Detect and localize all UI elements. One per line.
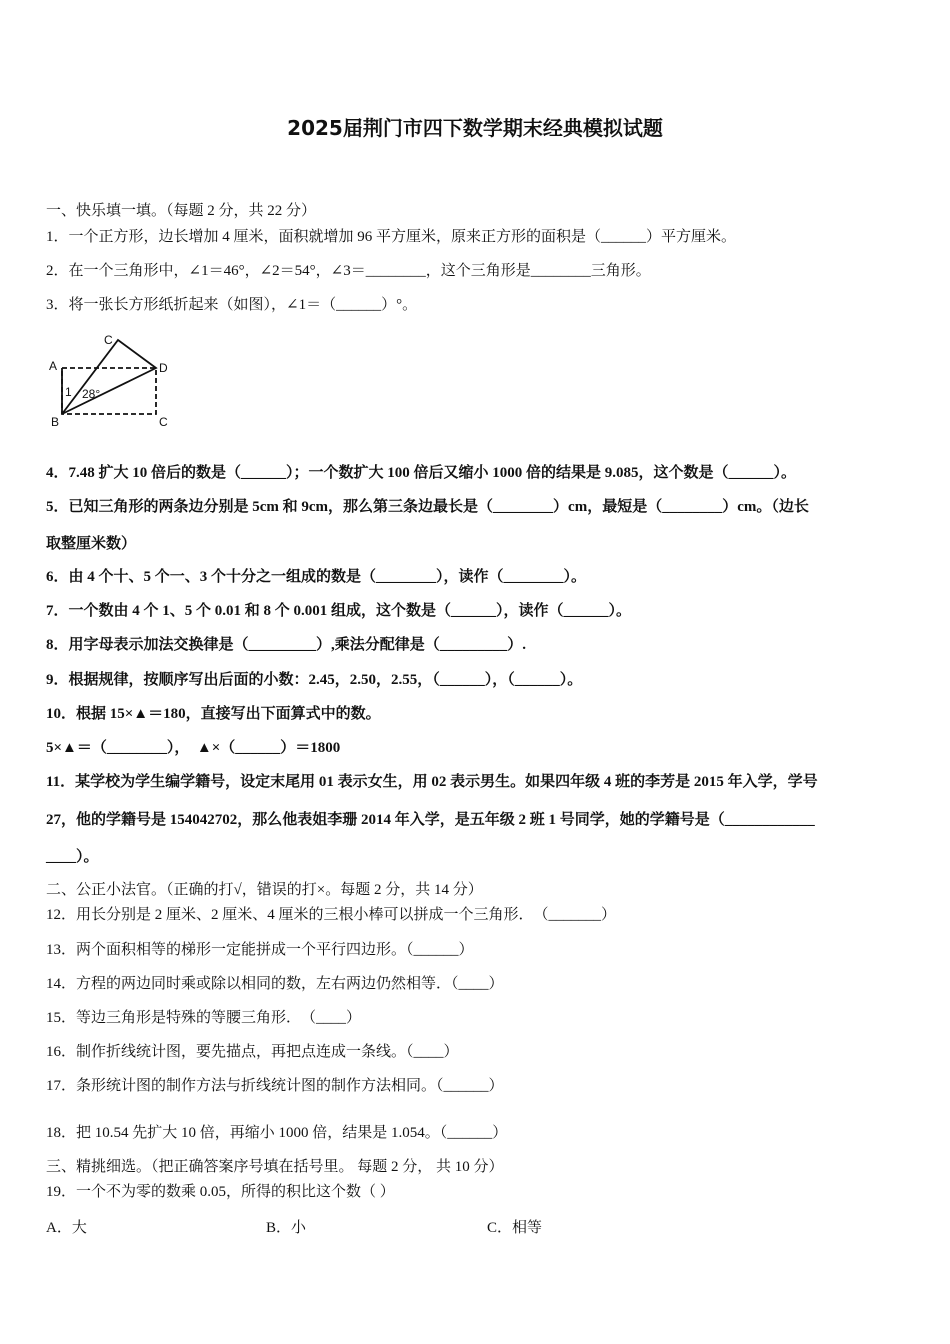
label-c-bottom: C xyxy=(159,415,168,429)
question-1: 1．一个正方形，边长增加 4 厘米，面积就增加 96 平方厘米，原来正方形的面积是（______）平方厘米。 xyxy=(46,229,737,245)
option-a: A．大 xyxy=(46,1220,87,1236)
question-4: 4．7.48 扩大 10 倍后的数是（______）；一个数扩大 100 倍后又缩小 1000 倍的结果是 9.085，这个数是（______）。 xyxy=(46,465,797,481)
question-14: 14．方程的两边同时乘或除以相同的数，左右两边仍然相等．（____） xyxy=(46,976,504,992)
label-angle-1: 1 xyxy=(65,385,72,399)
question-8: 8．用字母表示加法交换律是（_________）,乘法分配律是（_________）. xyxy=(46,637,527,653)
folded-rectangle-figure xyxy=(46,330,176,430)
page-title: 2025届荆门市四下数学期末经典模拟试题 xyxy=(287,116,663,140)
question-16: 16．制作折线统计图，要先描点，再把点连成一条线。（____） xyxy=(46,1044,459,1060)
label-angle-28: 28° xyxy=(82,387,101,401)
question-7: 7．一个数由 4 个 1、5 个 0.01 和 8 个 0.001 组成，这个数是（______），读作（______）。 xyxy=(46,603,632,619)
question-18: 18．把 10.54 先扩大 10 倍，再缩小 1000 倍，结果是 1.054。（______） xyxy=(46,1125,508,1141)
question-11-end: ____）。 xyxy=(46,849,99,865)
option-b: B．小 xyxy=(266,1220,307,1236)
section-3-header: 三、精挑细选。（把正确答案序号填在括号里。 每题 2 分， 共 10 分） xyxy=(46,1159,504,1175)
question-5: 5．已知三角形的两条边分别是 5cm 和 9cm，那么第三条边最长是（________）cm，最短是（________）cm。（边长 xyxy=(46,499,809,515)
label-a: A xyxy=(49,359,58,373)
question-15: 15．等边三角形是特殊的等腰三角形． （____） xyxy=(46,1010,362,1026)
label-d: D xyxy=(159,361,168,375)
question-19: 19．一个不为零的数乘 0.05，所得的积比这个数（ ） xyxy=(46,1184,395,1200)
label-c-top: C xyxy=(104,333,113,347)
section-2-header: 二、公正小法官。（正确的打√，错误的打×。每题 2 分，共 14 分） xyxy=(46,882,483,898)
question-13: 13．两个面积相等的梯形一定能拼成一个平行四边形。（______） xyxy=(46,942,474,958)
question-9: 9．根据规律，按顺序写出后面的小数：2.45，2.50，2.55，（______），（______）。 xyxy=(46,672,583,688)
question-6: 6．由 4 个十、5 个一、3 个十分之一组成的数是（________），读作（________）。 xyxy=(46,569,587,585)
question-11-continued: 27，他的学籍号是 154042702，那么他表姐李珊 2014 年入学，是五年级 2 班 1 号同学，她的学籍号是（____________ xyxy=(46,812,815,828)
question-2: 2．在一个三角形中，∠1＝46°，∠2＝54°，∠3＝________，这个三角形是________三角形。 xyxy=(46,263,651,279)
question-17: 17．条形统计图的制作方法与折线统计图的制作方法相同。（______） xyxy=(46,1078,504,1094)
option-c: C．相等 xyxy=(487,1220,543,1236)
question-10: 10．根据 15×▲＝180，直接写出下面算式中的数。 xyxy=(46,706,381,722)
question-10-sub: 5×▲＝（________）， ▲×（______）＝1800 xyxy=(46,740,341,756)
question-3: 3．将一张长方形纸折起来（如图），∠1＝（______）°。 xyxy=(46,297,418,313)
folded-triangle xyxy=(62,340,156,414)
question-11: 11．某学校为学生编学籍号，设定末尾用 01 表示女生，用 02 表示男生。如果四年级 4 班的李芳是 2015 年入学，学号 xyxy=(46,774,818,790)
label-b: B xyxy=(51,415,60,429)
question-12: 12．用长分别是 2 厘米、2 厘米、4 厘米的三根小棒可以拼成一个三角形． （_______） xyxy=(46,907,617,923)
question-5-continued: 取整厘米数） xyxy=(46,536,137,552)
section-1-header: 一、快乐填一填。（每题 2 分，共 22 分） xyxy=(46,203,317,219)
